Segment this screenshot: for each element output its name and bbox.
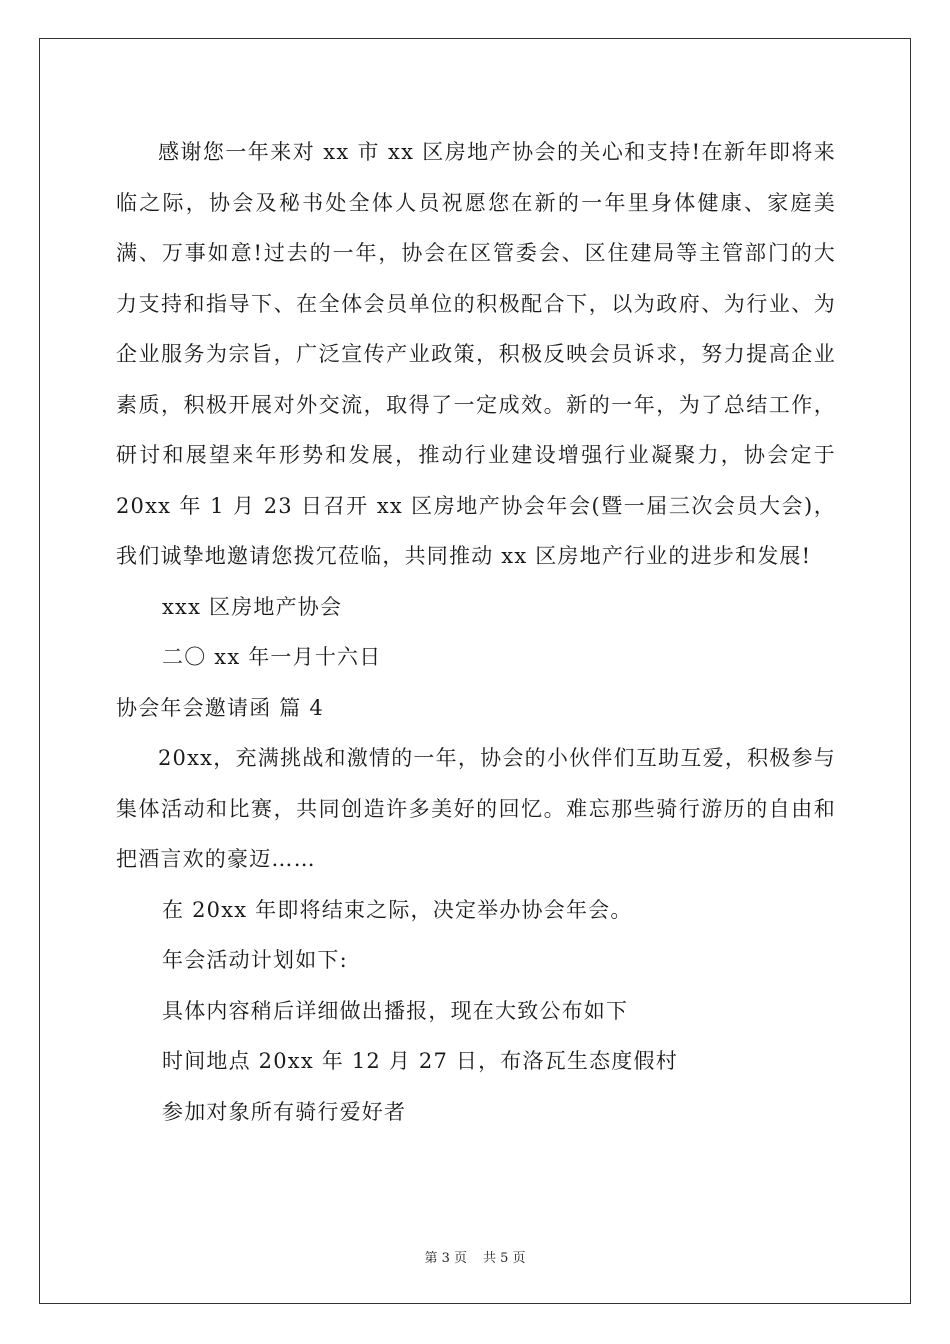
page-total: 共 5 页	[483, 1251, 526, 1266]
page-footer	[0, 1247, 950, 1266]
signature-date: 二〇 xx 年一月十六日	[162, 645, 382, 669]
decision-paragraph: 在 20xx 年即将结束之际，决定举办协会年会。	[162, 897, 633, 922]
intro-paragraph: 20xx，充满挑战和激情的一年，协会的小伙伴们互助互爱，积极参与集体活动和比赛，共同创造许多美好的回忆。难忘那些骑行游历的自由和把酒言欢的豪迈……	[116, 746, 836, 871]
invitation-paragraph: 感谢您一年来对 xx 市 xx 区房地产协会的关心和支持!在新年即将来临之际，协会及秘书处全体人员祝愿您在新的一年里身体健康、家庭美满、万事如意!过去的一年，协会在区管委会、区住建局等主管部门的大力支持和指导下、在全体会员单位的积极配合下，以为政府、为行业、为企业服务为宗旨，广泛宣传产业政策，积极反映会员诉求，努力提高企业素质，积极开展对外交流，取得了一定成效。新的一年，为了总结工作，研讨和展望来年形势和发展，推动行业建设增强行业凝聚力，协会定于 20xx 年 1 月 23 日召开 xx 区房地产协会年会(暨一届三次会员大会)，我们诚挚地邀请您拨冗莅临，共同推动 xx 区房地产行业的进步和发展!	[116, 140, 836, 568]
plan-time-location: 时间地点 20xx 年 12 月 27 日，布洛瓦生态度假村	[162, 1049, 678, 1073]
plan-participants: 参加对象所有骑行爱好者	[162, 1099, 407, 1124]
plan-heading: 年会活动计划如下:	[162, 948, 348, 972]
plan-detail: 具体内容稍后详细做出播报，现在大致公布如下	[162, 998, 629, 1023]
signature-org: xxx 区房地产协会	[162, 594, 343, 619]
page-number: 第 3 页	[424, 1251, 467, 1266]
document-body	[116, 127, 836, 1137]
section-heading: 协会年会邀请函 篇 4	[116, 695, 324, 720]
